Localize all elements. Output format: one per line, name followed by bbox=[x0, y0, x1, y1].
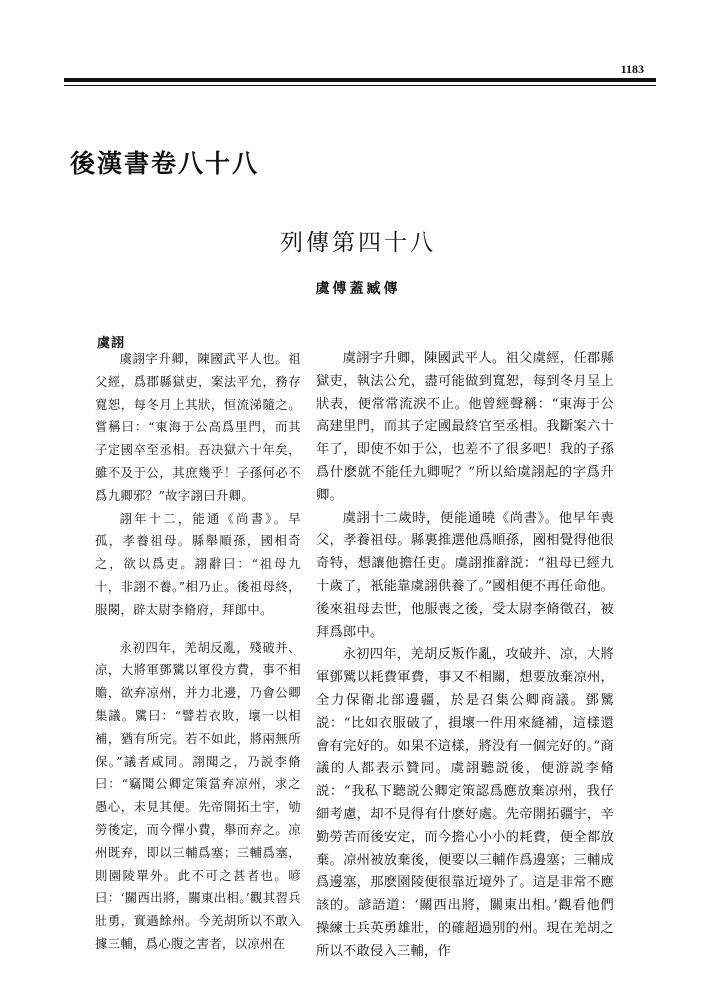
header-rule-thick bbox=[64, 78, 656, 82]
page-number: 1183 bbox=[620, 62, 644, 76]
translation-text-column bbox=[316, 348, 614, 964]
original-text-column bbox=[95, 348, 301, 956]
translation-paragraph: 永初四年，羌胡反叛作亂，攻破并、凉，大將軍鄧騭以耗費軍費，事又不相關，想要放棄凉州，全力保衛北部邊疆，於是召集公卿商議。鄧騭説：“比如衣服破了，損壞一件用來縫補，這樣還會有完好的。如果不這樣，將没有一個完好的。”商議的人都表示贊同。虞詡聽説後，便游説李脩説：“我私下聽説公卿定策認爲應放棄凉州，我仔細考慮，却不見得有什麽好處。先帝開拓疆宇，辛勤勞苦而後安定，而今擔心小小的耗費，便全都放棄。凉州被放棄後，便要以三輔作爲邊塞；三輔成爲邊塞，那麽園陵便很靠近境外了。這是非常不應該的。諺語道：‘關西出將，關東出相。’觀看他們操練士兵英勇雄壯，的確超過别的州。現在羌胡之所以不敢侵入三輔，作 bbox=[316, 647, 614, 959]
original-paragraph: 虞詡字升卿，陳國武平人也。祖父經，爲郡縣獄吏，案法平允，務存寬恕，每冬月上其狀，恒流涕隨之。嘗稱曰：“東海于公高爲里門，而其子定國卒至丞相。吾决獄六十年矣，雖不及于公，其庶幾乎！子孫何必不爲九卿邪？”故字詡曰升卿。 bbox=[95, 352, 301, 503]
chapter-subtitle: 虞傅蓋臧傳 bbox=[315, 281, 401, 297]
header-rule-thin bbox=[64, 85, 656, 86]
book-title: 後漢書卷八十八 bbox=[70, 149, 260, 178]
translation-paragraph: 虞詡十二歲時，便能通曉《尚書》。他早年喪父，孝養祖母。縣裏推選他爲順孫，國相覺得他很奇特，想讓他擔任吏。虞詡推辭説：“祖母已經九十歲了，衹能靠虞詡供養了。”國相便不再任命他。後來祖母去世，他服喪之後，受太尉李脩徵召，被拜爲郎中。 bbox=[316, 510, 614, 640]
translation-paragraph: 虞詡字升卿，陳國武平人。祖父虞經，任郡縣獄吏，執法公允，盡可能做到寬恕，每到冬月呈上狀表，便常常流淚不止。他曾經聲稱：“東海于公高建里門，而其子定國最終官至丞相。我斷案六十年了，即使不如于公，也差不了很多吧！我的子孫爲什麽就不能任九卿呢？”所以給虞詡起的字爲升卿。 bbox=[316, 351, 614, 503]
original-paragraph: 永初四年，羌胡反亂，殘破并、凉，大將軍鄧騭以軍役方費，事不相贍，欲弃凉州，并力北邊，乃會公卿集議。騭曰：“譬若衣敗，壞一以相補，猶有所完。若不如此，將兩無所保。”議者咸同。詡聞之，乃説李脩曰：“竊聞公卿定策當弃凉州，求之愚心，未見其便。先帝開拓土宇，劬勞後定，而今憚小費，舉而弃之。凉州既弃，即以三輔爲塞；三輔爲塞，則園陵單外。此不可之甚者也。喭曰：‘關西出將，關東出相。’觀其習兵壯勇，實過餘州。今羌胡所以不敢入據三輔，爲心腹之害者，以凉州在 bbox=[95, 640, 301, 951]
original-paragraph: 詡年十二，能通《尚書》。早孤，孝養祖母。縣舉順孫，國相奇之，欲以爲吏。詡辭曰：“祖母九十，非詡不養。”相乃止。後祖母終，服闋，辟太尉李脩府，拜郎中。 bbox=[95, 511, 301, 617]
section-heading: 虞詡 bbox=[97, 336, 126, 351]
chapter-title: 列傳第四十八 bbox=[280, 230, 436, 256]
